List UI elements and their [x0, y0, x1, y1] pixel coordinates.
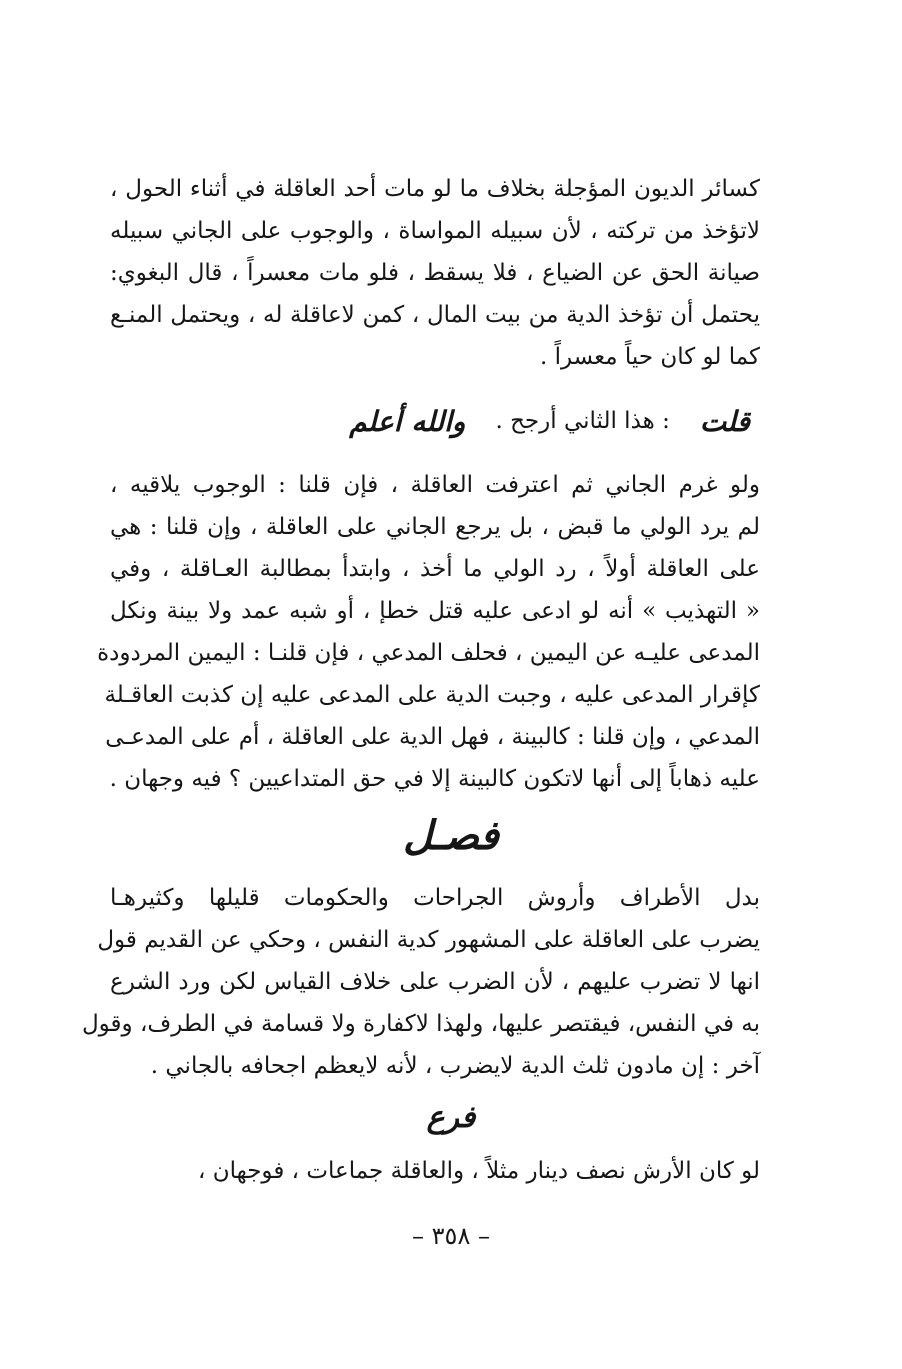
- text-line: لو كان الأرش نصف دينار مثلاً ، والعاقلة جماعات ، فوجهان ،: [197, 1158, 760, 1184]
- qult-remark: [250, 396, 750, 446]
- text-line: كسائر الديون المؤجلة بخلاف ما لو مات أحد العاقلة في أثناء الحول ،: [110, 176, 760, 202]
- text-line: انها لا تضرب عليهم ، لأن الضرب على خلاف القياس لكن ورد الشرع: [110, 969, 760, 995]
- qult-label: قلت: [699, 404, 750, 438]
- text-line: كإقرار المدعى عليه ، وجبت الدية على المدعى عليه إن كذبت العاقـلة: [104, 682, 760, 708]
- text-line: المدعي ، وإن قلنا : كالبينة ، فهل الدية على العاقلة ، أم على المدعـى: [105, 724, 760, 750]
- text-line: لم يرد الولي ما قبض ، بل يرجع الجاني على العاقلة ، وإن قلنا : هي: [110, 514, 760, 540]
- qult-closing: والله أعلم: [349, 404, 466, 438]
- subsection-heading-far: فرع: [426, 1100, 476, 1135]
- text-line: يضرب على العاقلة على المشهور كدية النفس ، وحكي عن القديم قول: [97, 927, 760, 953]
- paragraph-3: [81, 877, 760, 1087]
- text-line: صيانة الحق عن الضياع ، فلا يسقط ، فلو مات معسراً ، قال البغوي:: [110, 260, 760, 286]
- section-heading-fasl: فصـل: [403, 812, 499, 859]
- text-line: المدعى عليـه عن اليمين ، فحلف المدعي ، فإن قلنـا : اليمين المردودة: [97, 640, 760, 666]
- text-line: « التهذيب » أنه لو ادعى عليه قتل خطإ ، أو شبه عمد ولا بينة ونكل: [110, 598, 760, 624]
- qult-text: : هذا الثاني أرجح .: [495, 408, 670, 434]
- page-number: – ٣٥٨ –: [412, 1222, 490, 1250]
- paragraph-4: [110, 1150, 760, 1192]
- text-line: لاتؤخذ من تركته ، لأن سبيله المواساة ، والوجوب على الجاني سبيله: [110, 218, 760, 244]
- text-line: كما لو كان حياً معسراً .: [539, 344, 760, 370]
- text-line: يحتمل أن تؤخذ الدية من بيت المال ، كمن لاعاقلة له ، ويحتمل المنـع: [110, 302, 760, 328]
- paragraph-2: [97, 464, 760, 800]
- text-line: عليه ذهاباً إلى أنها لاتكون كالبينة إلا في حق المتداعيين ؟ فيه وجهان .: [109, 766, 760, 792]
- text-line: ولو غرم الجاني ثم اعترفت العاقلة ، فإن قلنا : الوجوب يلاقيه ،: [110, 472, 760, 498]
- paragraph-1: [110, 168, 760, 378]
- text-line: آخر : إن مادون ثلث الدية لايضرب ، لأنه لايعظم اجحافه بالجاني .: [150, 1053, 760, 1079]
- text-line: بدل الأطراف وأروش الجراحات والحكومات قليلها وكثيرهـا: [110, 885, 760, 911]
- text-line: به في النفس، فيقتصر عليها، ولهذا لاكفارة ولا قسامة في الطرف، وقول: [81, 1011, 760, 1037]
- text-line: على العاقلة أولاً ، رد الولي ما أخذ ، وابتدأ بمطالبة العـاقلة ، وفي: [110, 556, 760, 582]
